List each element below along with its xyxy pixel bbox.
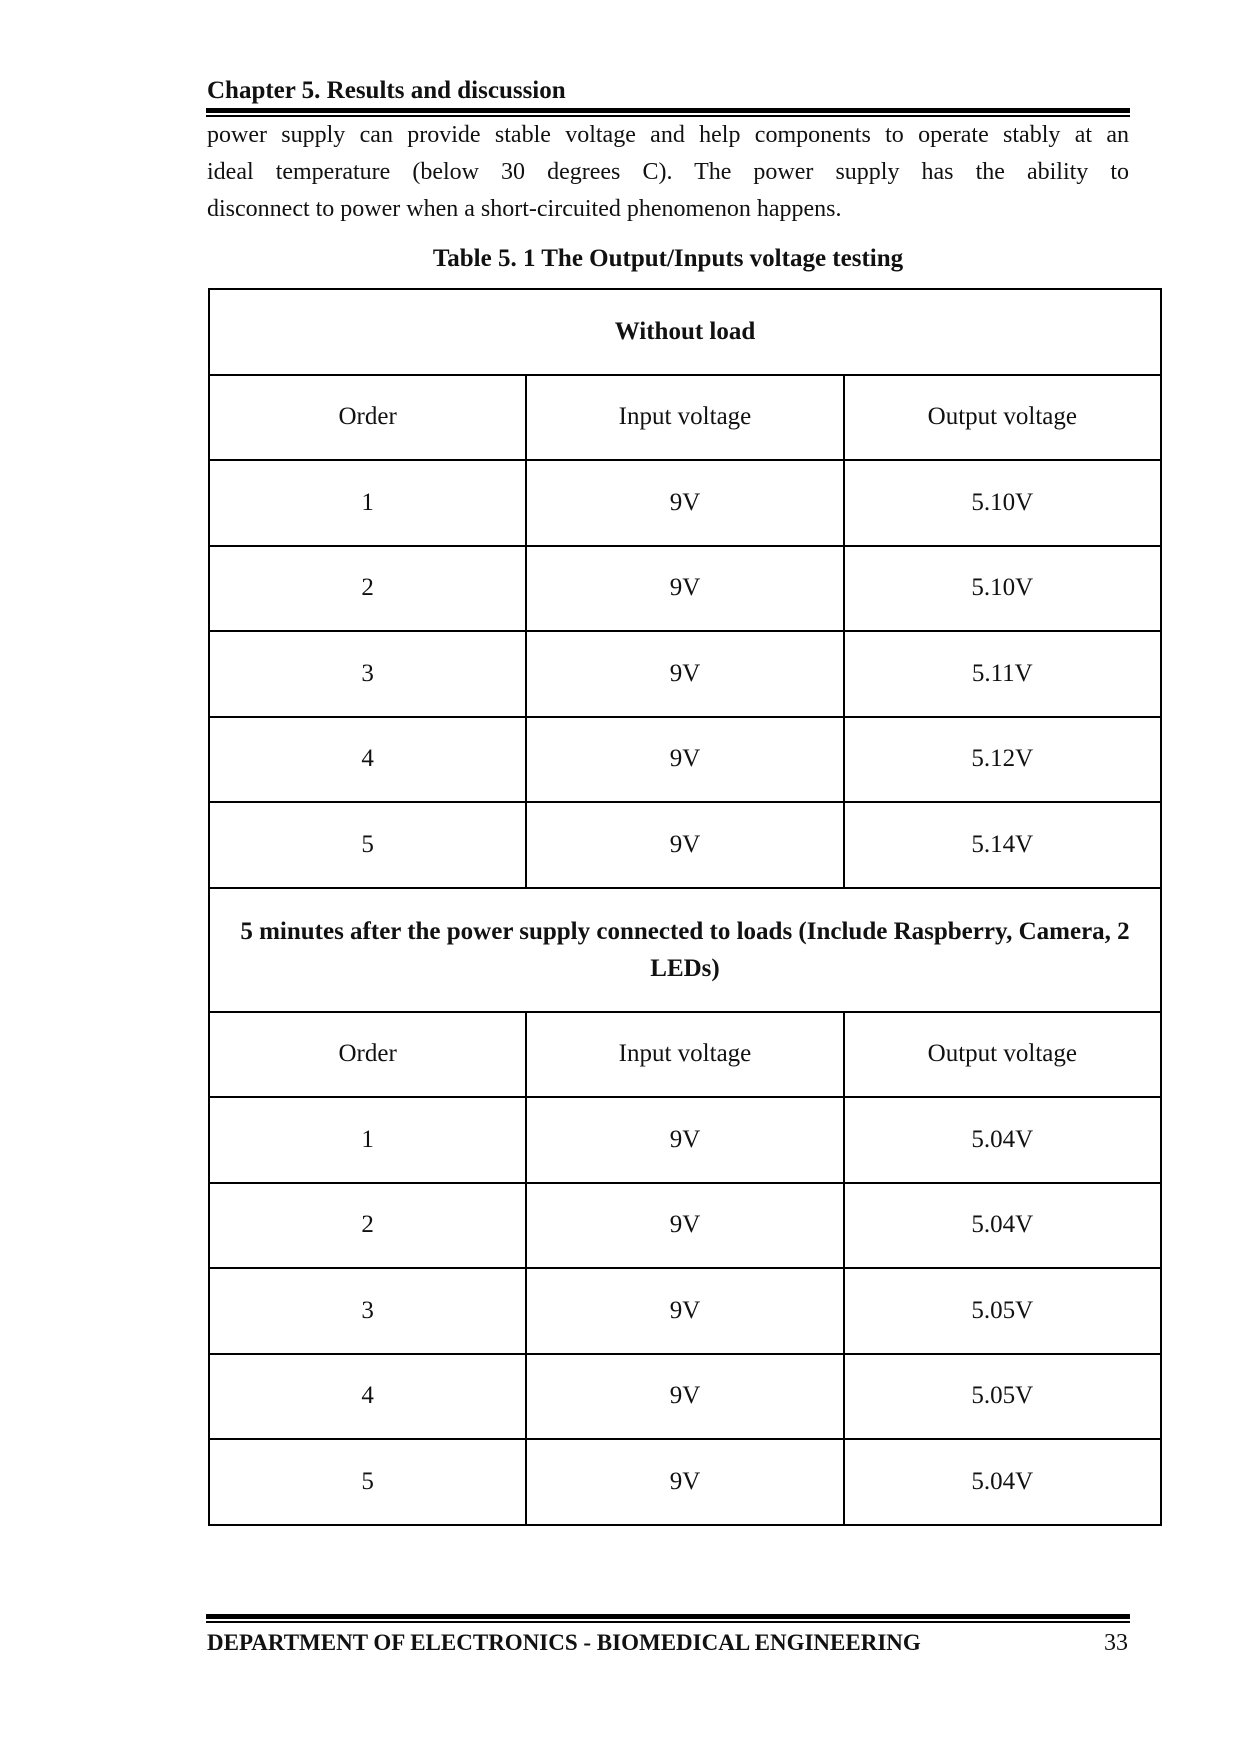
column-header-output-voltage: Output voltage <box>844 1012 1161 1098</box>
paragraph-line: power supply can provide stable voltage and help components to operate stably at an <box>207 122 1129 148</box>
output-voltage-cell: 5.10V <box>844 546 1161 632</box>
section-title: 5 minutes after the power supply connected to loads (Include Raspberry, Camera, 2 LEDs) <box>209 888 1161 1012</box>
input-voltage-cell: 9V <box>526 460 843 546</box>
order-cell: 5 <box>209 802 526 888</box>
paragraph-line: ideal temperature (below 30 degrees C). The power supply has the ability to <box>207 159 1129 185</box>
input-voltage-cell: 9V <box>526 717 843 803</box>
input-voltage-cell: 9V <box>526 1354 843 1440</box>
table-row <box>209 1183 1161 1269</box>
table-row <box>209 717 1161 803</box>
table-row <box>209 1354 1161 1440</box>
table-row <box>209 1268 1161 1354</box>
column-header-row <box>209 1012 1161 1098</box>
footer-divider-thin <box>206 1621 1130 1623</box>
table-row <box>209 546 1161 632</box>
order-cell: 2 <box>209 1183 526 1269</box>
input-voltage-cell: 9V <box>526 1268 843 1354</box>
input-voltage-cell: 9V <box>526 631 843 717</box>
page-number: 33 <box>1104 1630 1128 1656</box>
chapter-title: Chapter 5. Results and discussion <box>207 77 566 104</box>
column-header-input-voltage: Input voltage <box>526 375 843 461</box>
order-cell: 4 <box>209 717 526 803</box>
output-voltage-cell: 5.11V <box>844 631 1161 717</box>
order-cell: 1 <box>209 1097 526 1183</box>
column-header-order: Order <box>209 1012 526 1098</box>
paragraph-line: disconnect to power when a short-circuited phenomenon happens. <box>207 196 842 222</box>
output-voltage-cell: 5.04V <box>844 1183 1161 1269</box>
section-title: Without load <box>209 289 1161 375</box>
input-voltage-cell: 9V <box>526 546 843 632</box>
table-row <box>209 1439 1161 1525</box>
input-voltage-cell: 9V <box>526 1183 843 1269</box>
voltage-table <box>208 288 1162 1526</box>
order-cell: 3 <box>209 1268 526 1354</box>
column-header-row <box>209 375 1161 461</box>
column-header-output-voltage: Output voltage <box>844 375 1161 461</box>
order-cell: 4 <box>209 1354 526 1440</box>
output-voltage-cell: 5.12V <box>844 717 1161 803</box>
table-row <box>209 1097 1161 1183</box>
table-caption: Table 5. 1 The Output/Inputs voltage testing <box>432 245 904 272</box>
output-voltage-cell: 5.05V <box>844 1354 1161 1440</box>
table-row <box>209 460 1161 546</box>
output-voltage-cell: 5.05V <box>844 1268 1161 1354</box>
order-cell: 1 <box>209 460 526 546</box>
section-header-row <box>209 888 1161 1012</box>
section-header-row <box>209 289 1161 375</box>
input-voltage-cell: 9V <box>526 1439 843 1525</box>
output-voltage-cell: 5.14V <box>844 802 1161 888</box>
order-cell: 2 <box>209 546 526 632</box>
footer-divider-thick <box>206 1614 1130 1619</box>
order-cell: 3 <box>209 631 526 717</box>
output-voltage-cell: 5.10V <box>844 460 1161 546</box>
input-voltage-cell: 9V <box>526 1097 843 1183</box>
table-row <box>209 802 1161 888</box>
footer-department: DEPARTMENT OF ELECTRONICS - BIOMEDICAL ENGINEERING <box>207 1630 921 1655</box>
body-paragraph <box>207 117 1129 228</box>
input-voltage-cell: 9V <box>526 802 843 888</box>
output-voltage-cell: 5.04V <box>844 1097 1161 1183</box>
order-cell: 5 <box>209 1439 526 1525</box>
column-header-order: Order <box>209 375 526 461</box>
table-row <box>209 631 1161 717</box>
output-voltage-cell: 5.04V <box>844 1439 1161 1525</box>
column-header-input-voltage: Input voltage <box>526 1012 843 1098</box>
header-divider-thick <box>206 108 1130 113</box>
